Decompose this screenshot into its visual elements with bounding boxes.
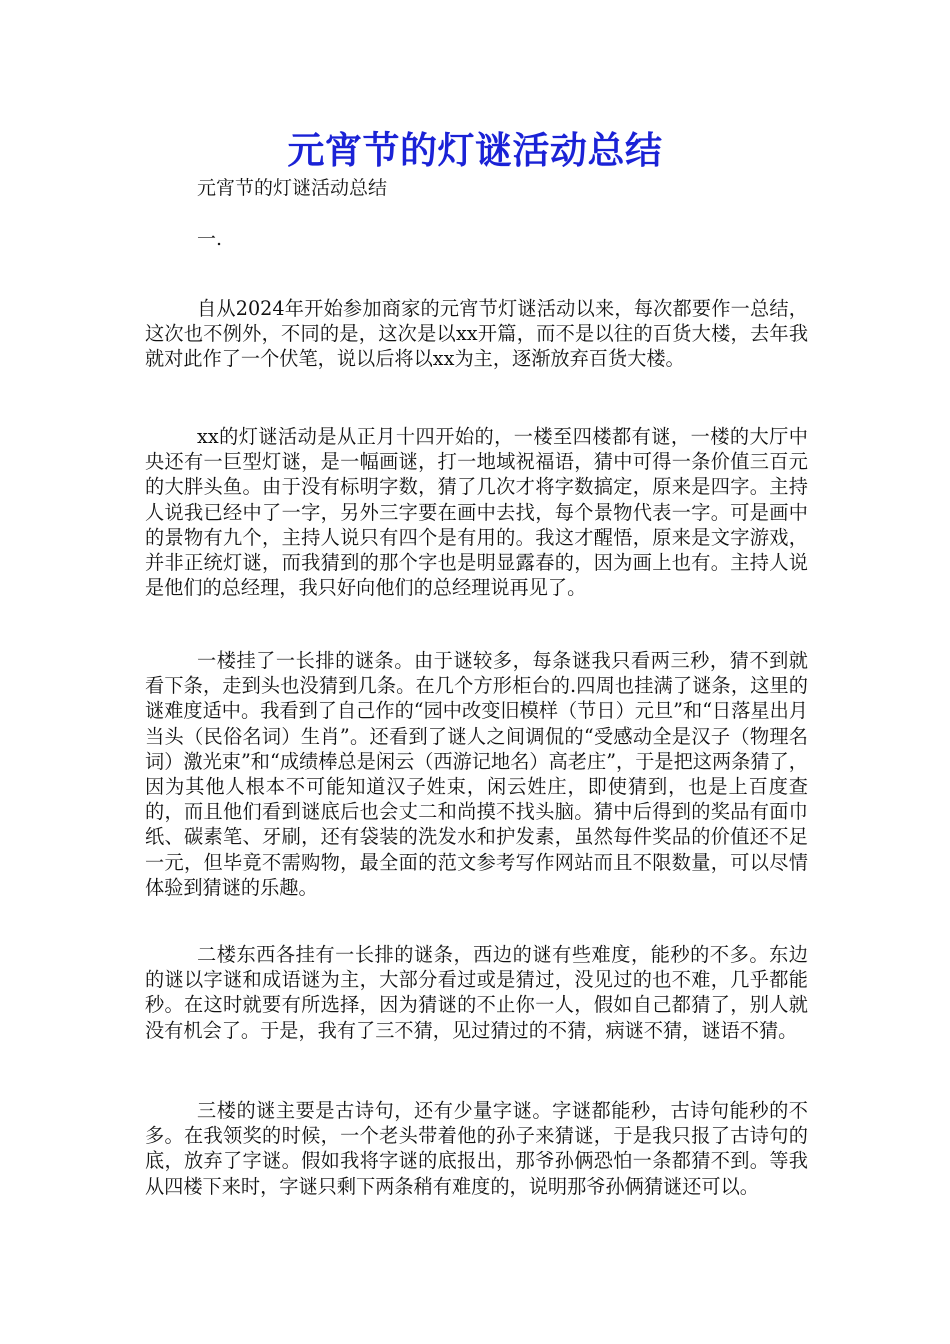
body-paragraph: 自从2024年开始参加商家的元宵节灯谜活动以来，每次都要作一总结，这次也不例外，不同的是，这次是以xx开篇，而不是以往的百货大楼，去年我就对此作了一个伏笔，说以后将以xx为主，逐渐放弃百货大楼。: [145, 297, 808, 371]
body-paragraph: 三楼的谜主要是古诗句，还有少量字谜。字谜都能秒，古诗句能秒的不多。在我领奖的时候，一个老头带着他的孙子来猜谜，于是我只报了古诗句的底，放弃了字谜。假如我将字谜的底报出，那爷孙俩恐怕一条都猜不到。等我从四楼下来时，字谜只剩下两条稍有难度的，说明那爷孙俩猜谜还可以。: [145, 1099, 808, 1198]
body-paragraph: 一楼挂了一长排的谜条。由于谜较多，每条谜我只看两三秒，猜不到就看下条，走到头也没猜到几条。在几个方形柜台的.四周也挂满了谜条，这里的谜难度适中。我看到了自己作的“园中改变旧模样（节日）元旦”和“日落星出月当头（民俗名词）生肖”。还看到了谜人之间调侃的“受感动全是汉子（物理名词）激光束”和“成绩棒总是闲云（西游记地名）高老庄”，于是把这两条猜了，因为其他人根本不可能知道汉子姓束，闲云姓庄，即使猜到，也是上百度查的，而且他们看到谜底后也会丈二和尚摸不找头脑。猜中后得到的奖品有面巾纸、碳素笔、牙刷，还有袋装的洗发水和护发素，虽然每件奖品的价值还不足一元，但毕竟不需购物，最全面的范文参考写作网站而且不限数量，可以尽情体验到猜谜的乐趣。: [145, 649, 808, 899]
body-paragraph: xx的灯谜活动是从正月十四开始的，一楼至四楼都有谜，一楼的大厅中央还有一巨型灯谜，是一幅画谜，打一地域祝福语，猜中可得一条价值三百元的大胖头鱼。由于没有标明字数，猜了几次才将字数搞定，原来是四字。主持人说我已经中了一字，另外三字要在画中去找，每个景物代表一字。可是画中的景物有九个，主持人说只有四个是有用的。我这才醒悟，原来是文字游戏，并非正统灯谜，而我猜到的那个字也是明显露春的，因为画上也有。主持人说是他们的总经理，我只好向他们的总经理说再见了。: [145, 425, 808, 600]
section-number: 一.: [197, 228, 223, 250]
document-subtitle: 元宵节的灯谜活动总结: [197, 177, 388, 199]
body-paragraph: 二楼东西各挂有一长排的谜条，西边的谜有些难度，能秒的不多。东边的谜以字谜和成语谜为主，大部分看过或是猜过，没见过的也不难，几乎都能秒。在这时就要有所选择，因为猜谜的不止你一人，假如自己都猜了，别人就没有机会了。于是，我有了三不猜，见过猜过的不猜，病谜不猜，谜语不猜。: [145, 943, 808, 1042]
page-title: 元宵节的灯谜活动总结: [287, 129, 663, 172]
